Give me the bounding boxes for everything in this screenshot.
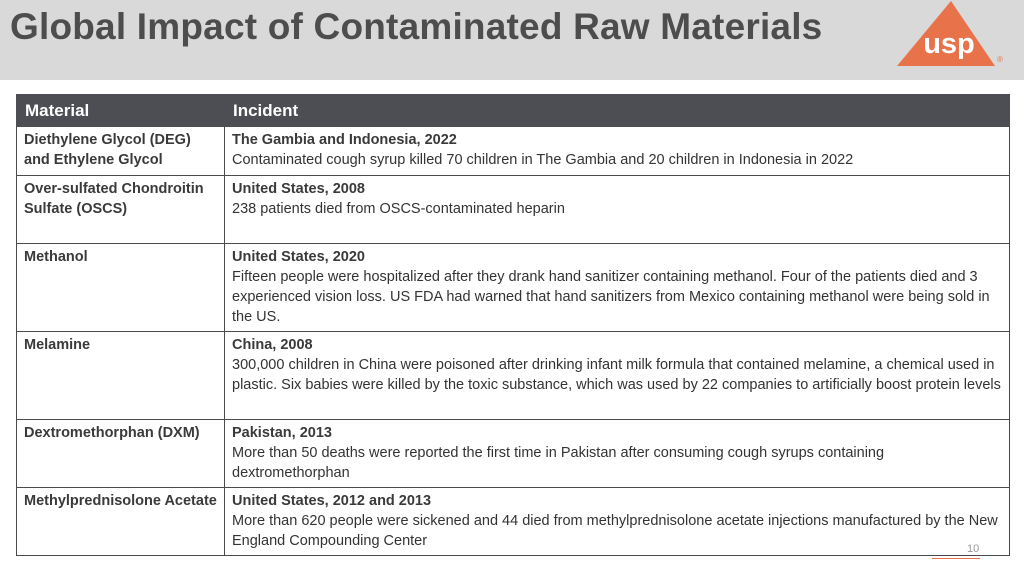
incident-heading: China, 2008	[232, 337, 313, 353]
incident-cell	[225, 420, 1010, 488]
column-header-material: Material	[17, 95, 225, 127]
table-row	[17, 176, 1010, 244]
incident-cell	[225, 488, 1010, 556]
material-cell: Diethylene Glycol (DEG) and Ethylene Glycol	[17, 127, 225, 176]
incident-text: 238 patients died from OSCS-contaminated heparin	[232, 201, 565, 217]
incident-cell	[225, 176, 1010, 244]
usp-logo-text: usp	[923, 28, 975, 60]
slide-header	[0, 0, 1024, 80]
incident-heading: United States, 2020	[232, 249, 365, 265]
incident-text: Contaminated cough syrup killed 70 children in The Gambia and 20 children in Indonesia in 2022	[232, 152, 854, 168]
table-row	[17, 488, 1010, 556]
incident-cell	[225, 244, 1010, 332]
incident-heading: United States, 2008	[232, 181, 365, 197]
page-number: 10	[967, 543, 980, 555]
incident-cell	[225, 127, 1010, 176]
table-header-row	[17, 95, 1010, 127]
table-row	[17, 127, 1010, 176]
usp-logo	[896, 0, 1006, 72]
incident-text: Fifteen people were hospitalized after they drank hand sanitizer containing methanol. Four of the patients died and 3 experienced vision loss. US FDA had warned that hand sanitizers from Mexico containing methanol were being sold in the US.	[232, 269, 990, 325]
material-cell: Melamine	[17, 332, 225, 420]
material-cell: Methanol	[17, 244, 225, 332]
usp-logo-registered-mark: ®	[997, 55, 1003, 64]
incident-text: More than 50 deaths were reported the first time in Pakistan after consuming cough syrups containing dextromethorphan	[232, 445, 885, 481]
table-row	[17, 420, 1010, 488]
incident-heading: The Gambia and Indonesia, 2022	[232, 132, 457, 148]
incident-heading: United States, 2012 and 2013	[232, 493, 432, 509]
incident-cell	[225, 332, 1010, 420]
slide-title: Global Impact of Contaminated Raw Materials	[10, 6, 823, 47]
column-header-incident: Incident	[225, 95, 1010, 127]
incident-text: 300,000 children in China were poisoned after drinking infant milk formula that contained melamine, a chemical used in plastic. Six babies were killed by the toxic substance, which was used by 22 companies to artificially boost protein levels	[232, 357, 1001, 393]
incident-heading: Pakistan, 2013	[232, 425, 332, 441]
page-number-underline	[932, 558, 980, 559]
incident-text: More than 620 people were sickened and 44 died from methylprednisolone acetate injections manufactured by the New England Compounding Center	[232, 513, 998, 549]
material-cell: Over-sulfated Chondroitin Sulfate (OSCS)	[17, 176, 225, 244]
table-row	[17, 332, 1010, 420]
contamination-table	[16, 94, 1010, 556]
table-row	[17, 244, 1010, 332]
material-cell: Dextromethorphan (DXM)	[17, 420, 225, 488]
material-cell: Methylprednisolone Acetate	[17, 488, 225, 556]
